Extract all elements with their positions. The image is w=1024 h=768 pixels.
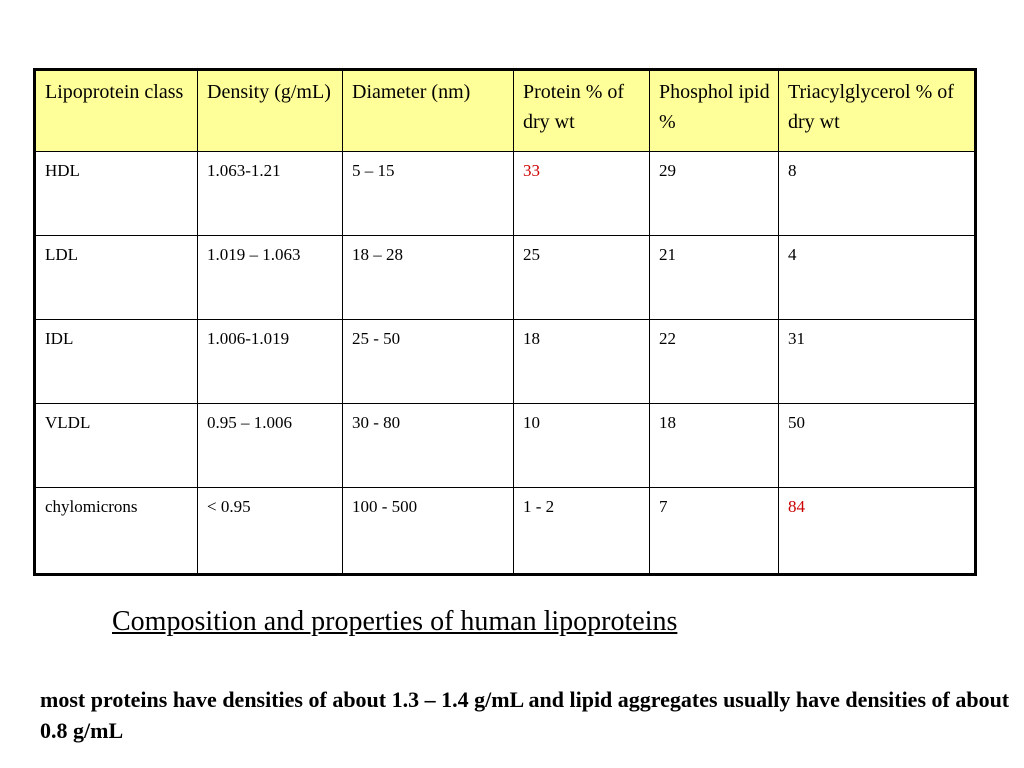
cell-triacylglycerol: 50 xyxy=(779,404,976,488)
cell-triacylglycerol: 4 xyxy=(779,236,976,320)
cell-triacylglycerol: 8 xyxy=(779,152,976,236)
cell-protein: 18 xyxy=(514,320,650,404)
cell-phospholipid: 22 xyxy=(650,320,779,404)
cell-triacylglycerol: 31 xyxy=(779,320,976,404)
header-lipoprotein-class: Lipoprotein class xyxy=(35,70,198,152)
cell-class: IDL xyxy=(35,320,198,404)
header-protein: Protein % of dry wt xyxy=(514,70,650,152)
cell-diameter: 100 - 500 xyxy=(343,488,514,575)
header-triacylglycerol: Triacylglycerol % of dry wt xyxy=(779,70,976,152)
table-header-row xyxy=(35,70,976,152)
cell-protein: 10 xyxy=(514,404,650,488)
cell-class: HDL xyxy=(35,152,198,236)
cell-density: 1.019 – 1.063 xyxy=(198,236,343,320)
table-caption: Composition and properties of human lipoproteins xyxy=(112,606,678,637)
cell-phospholipid: 18 xyxy=(650,404,779,488)
density-note: most proteins have densities of about 1.3 – 1.4 g/mL and lipid aggregates usually have densities of about 0.8 g/mL xyxy=(40,687,1010,743)
cell-phospholipid: 29 xyxy=(650,152,779,236)
cell-diameter: 18 – 28 xyxy=(343,236,514,320)
cell-class: VLDL xyxy=(35,404,198,488)
cell-protein: 33 xyxy=(514,152,650,236)
cell-protein: 25 xyxy=(514,236,650,320)
header-density: Density (g/mL) xyxy=(198,70,343,152)
cell-diameter: 25 - 50 xyxy=(343,320,514,404)
cell-phospholipid: 7 xyxy=(650,488,779,575)
table-row xyxy=(35,404,976,488)
header-phospholipid: Phosphol ipid % xyxy=(650,70,779,152)
cell-diameter: 30 - 80 xyxy=(343,404,514,488)
cell-density: 0.95 – 1.006 xyxy=(198,404,343,488)
cell-class: chylomicrons xyxy=(35,488,198,575)
cell-density: < 0.95 xyxy=(198,488,343,575)
table-row xyxy=(35,488,976,575)
cell-diameter: 5 – 15 xyxy=(343,152,514,236)
cell-density: 1.006-1.019 xyxy=(198,320,343,404)
table-row xyxy=(35,320,976,404)
table-row xyxy=(35,152,976,236)
cell-protein: 1 - 2 xyxy=(514,488,650,575)
cell-phospholipid: 21 xyxy=(650,236,779,320)
header-diameter: Diameter (nm) xyxy=(343,70,514,152)
cell-triacylglycerol: 84 xyxy=(779,488,976,575)
table-row xyxy=(35,236,976,320)
lipoprotein-table xyxy=(33,68,977,576)
cell-density: 1.063-1.21 xyxy=(198,152,343,236)
cell-class: LDL xyxy=(35,236,198,320)
